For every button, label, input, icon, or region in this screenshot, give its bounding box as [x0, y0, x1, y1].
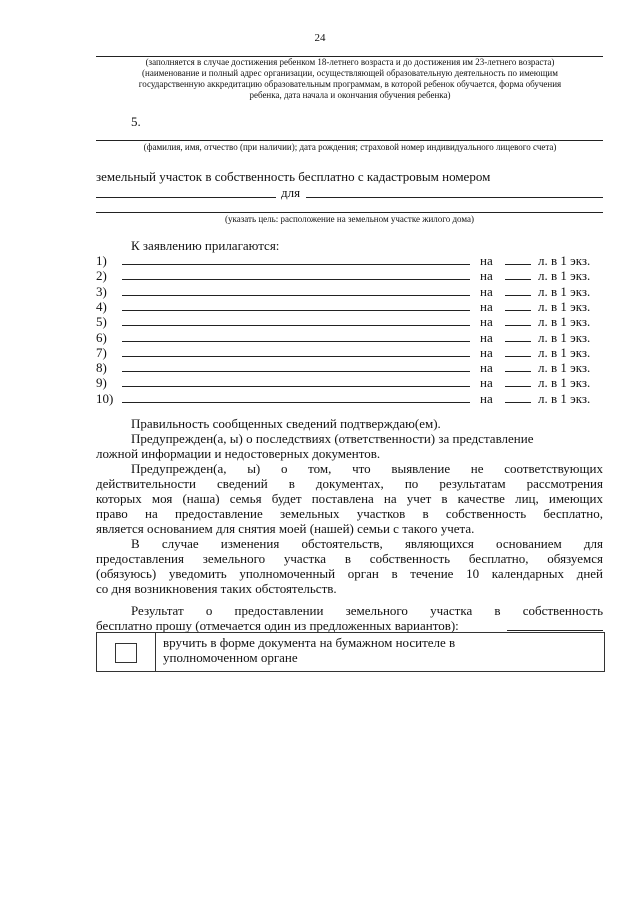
item-5-number: 5. — [131, 114, 141, 129]
attachment-number: 6) — [96, 329, 107, 345]
attachment-pages-field[interactable] — [505, 295, 531, 296]
attachment-number: 1) — [96, 253, 107, 268]
attachment-number: 3) — [96, 283, 107, 299]
attachment-na-label: на — [480, 268, 493, 284]
attachment-na-label: на — [480, 344, 493, 360]
attachment-copies-label: л. в 1 экз. — [538, 360, 591, 376]
attachment-na-label: на — [480, 390, 493, 406]
attachment-number: 5) — [96, 314, 107, 330]
attachment-copies-label: л. в 1 экз. — [538, 253, 591, 268]
attachment-name-field[interactable] — [122, 279, 470, 280]
attachment-pages-field[interactable] — [505, 341, 531, 342]
attachment-copies-label: л. в 1 экз. — [538, 344, 591, 360]
attachment-na-label: на — [480, 283, 493, 299]
attachment-number: 4) — [96, 298, 107, 314]
confirm-paragraph: Правильность сообщенных сведений подтверждаю(ем). — [131, 416, 441, 431]
attachment-copies-label: л. в 1 экз. — [538, 283, 591, 299]
p3-line-1: Предупрежден(а, ы) о том, что выявление не соответствующих — [131, 461, 603, 476]
attachment-pages-field[interactable] — [505, 325, 531, 326]
note-line-3: государственную аккредитацию образовательным программам, в которой ребенок обучается, форма обучения — [138, 79, 562, 89]
p5-line-1: Результат о предоставлении земельного участка в собственность — [131, 603, 603, 618]
result-option-row — [96, 632, 605, 672]
attachment-number: 8) — [96, 360, 107, 376]
attachment-number: 7) — [96, 344, 107, 360]
p4-line-2: предоставления земельного участка в собственность бесплатно, обязуемся — [96, 551, 603, 566]
attachments-heading: К заявлению прилагаются: — [131, 238, 280, 253]
land-blank-1[interactable] — [96, 197, 276, 198]
attachment-copies-label: л. в 1 экз. — [538, 298, 591, 314]
attachment-copies-label: л. в 1 экз. — [538, 390, 591, 406]
attachment-pages-field[interactable] — [505, 402, 531, 403]
attachment-row — [96, 360, 606, 375]
attachment-pages-field[interactable] — [505, 279, 531, 280]
attachment-row — [96, 299, 606, 314]
change-paragraph — [96, 536, 603, 596]
land-blank-2[interactable] — [306, 197, 603, 198]
result-tail-rule — [507, 630, 603, 631]
attachment-row — [96, 284, 606, 299]
attachment-number: 9) — [96, 375, 107, 391]
page-number: 24 — [314, 32, 326, 44]
option-label — [163, 635, 593, 665]
attachment-copies-label: л. в 1 экз. — [538, 375, 591, 391]
attachment-pages-field[interactable] — [505, 356, 531, 357]
p4-line-4: со дня возникновения таких обстоятельств. — [96, 581, 337, 596]
attachment-pages-field[interactable] — [505, 371, 531, 372]
option-line-1: вручить в форме документа на бумажном носителе в — [163, 635, 456, 650]
result-paragraph — [96, 603, 603, 633]
attachment-name-field[interactable] — [122, 356, 470, 357]
top-notes — [80, 57, 620, 101]
attachment-row — [96, 391, 606, 406]
attachment-na-label: на — [480, 375, 493, 391]
attachment-pages-field[interactable] — [505, 264, 531, 265]
attachment-pages-field[interactable] — [505, 386, 531, 387]
attachment-na-label: на — [480, 298, 493, 314]
attachment-pages-field[interactable] — [505, 310, 531, 311]
p4-line-1: В случае изменения обстоятельств, являющихся основанием для — [131, 536, 603, 551]
option-checkbox[interactable] — [115, 643, 137, 663]
land-for-label: для — [281, 185, 301, 200]
p3-line-4: право на предоставление земельных участков в собственность бесплатно, — [96, 506, 603, 521]
attachment-row — [96, 375, 606, 390]
warning-paragraph-1 — [96, 431, 603, 461]
attachment-row — [96, 330, 606, 345]
attachment-name-field[interactable] — [122, 402, 470, 403]
item-5-caption: (фамилия, имя, отчество (при наличии); дата рождения; страховой номер индивидуального лицевого счета) — [143, 142, 557, 152]
attachment-na-label: на — [480, 329, 493, 345]
land-text: земельный участок в собственность бесплатно с кадастровым номером — [96, 169, 491, 184]
note-line-4: ребенка, дата начала и окончания обучения ребенка) — [249, 90, 451, 100]
option-line-2: уполномоченном органе — [163, 650, 298, 665]
p4-line-3: (обязуюсь) уведомить уполномоченный орган в течение 10 календарных дней — [96, 566, 603, 581]
attachment-name-field[interactable] — [122, 371, 470, 372]
attachment-copies-label: л. в 1 экз. — [538, 268, 591, 284]
p3-line-5: является основанием для снятия моей (нашей) семьи с такого учета. — [96, 521, 475, 536]
p5-line-2: бесплатно прошу (отмечается один из предложенных вариантов): — [96, 618, 459, 633]
attachment-name-field[interactable] — [122, 325, 470, 326]
attachment-copies-label: л. в 1 экз. — [538, 329, 591, 345]
attachment-na-label: на — [480, 360, 493, 376]
p3-line-2: действительности сведений в документах, по результатам рассмотрения — [96, 476, 603, 491]
attachment-row — [96, 268, 606, 283]
item-5-rule[interactable] — [96, 140, 603, 141]
attachment-name-field[interactable] — [122, 264, 470, 265]
attachment-row — [96, 345, 606, 360]
option-check-cell — [97, 633, 156, 671]
attachment-copies-label: л. в 1 экз. — [538, 314, 591, 330]
p3-line-3: которых моя (наша) семья будет поставлена на учет в качестве лиц, имеющих — [96, 491, 603, 506]
note-line-2: (наименование и полный адрес организации, осуществляющей образовательную деятельность по имеющим — [142, 68, 558, 78]
attachment-name-field[interactable] — [122, 386, 470, 387]
attachment-na-label: на — [480, 253, 493, 268]
note-line-1: (заполняется в случае достижения ребенком 18-летнего возраста и до достижения им 23-летнего возраста) — [145, 57, 555, 67]
warning-paragraph-2 — [96, 461, 603, 536]
land-purpose-rule[interactable] — [96, 212, 603, 213]
attachment-row — [96, 314, 606, 329]
p2-line-2: ложной информации и недостоверных документов. — [96, 446, 381, 461]
attachment-number: 10) — [96, 390, 114, 406]
land-caption: (указать цель: расположение на земельном участке жилого дома) — [224, 214, 475, 224]
attachment-row — [96, 253, 606, 268]
attachment-name-field[interactable] — [122, 341, 470, 342]
attachment-na-label: на — [480, 314, 493, 330]
attachment-name-field[interactable] — [122, 295, 470, 296]
p2-line-1: Предупрежден(а, ы) о последствиях (ответственности) за представление — [131, 431, 534, 446]
attachment-name-field[interactable] — [122, 310, 470, 311]
attachment-number: 2) — [96, 268, 107, 284]
